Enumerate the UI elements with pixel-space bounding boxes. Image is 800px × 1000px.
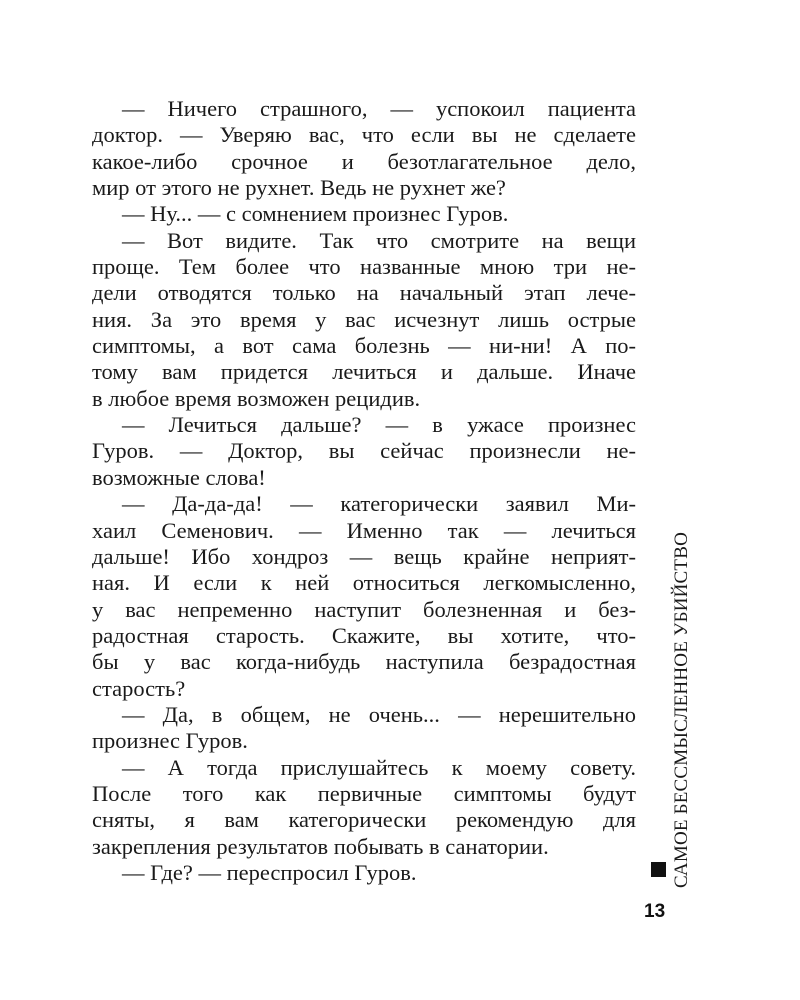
text-line: у вас непременно наступит болезненная и без- [92, 596, 636, 622]
text-line: какое-либо срочное и безотлагательное дело, [92, 148, 636, 174]
text-line: возможные слова! [92, 464, 266, 490]
text-line: После того как первичные симптомы будут [92, 780, 636, 806]
text-line: — Да-да-да! — категорически заявил Ми- [122, 491, 636, 517]
text-line: старость? [92, 675, 186, 701]
text-line: произнес Гуров. [92, 728, 248, 754]
text-line: мир от этого не рухнет. Ведь не рухнет же? [92, 175, 506, 201]
text-line: сняты, я вам категорически рекомендую для [92, 807, 636, 833]
text-line: — А тогда прислушайтесь к моему совету. [122, 754, 636, 780]
text-line: дели отводятся только на начальный этап лече- [92, 280, 636, 306]
text-line: хаил Семенович. — Именно так — лечиться [92, 517, 636, 543]
text-line: доктор. — Уверяю вас, что если вы не сделаете [92, 122, 636, 148]
text-line: радостная старость. Скажите, вы хотите, что- [92, 622, 636, 648]
text-line: — Лечиться дальше? — в ужасе произнес [122, 412, 636, 438]
text-line: проще. Тем более что названные мною три не- [92, 254, 636, 280]
text-line: Гуров. — Доктор, вы сейчас произнесли не- [92, 438, 636, 464]
text-line: — Вот видите. Так что смотрите на вещи [122, 227, 636, 253]
running-head-marker [651, 862, 666, 877]
text-line: — Да, в общем, не очень... — нерешительно [122, 701, 636, 727]
text-line: ная. И если к ней относиться легкомысленно, [92, 570, 636, 596]
text-line: дальше! Ибо хондроз — вещь крайне неприят- [92, 543, 636, 569]
text-line: в любое время возможен рецидив. [92, 385, 421, 411]
text-line: бы у вас когда-нибудь наступила безрадостная [92, 649, 636, 675]
text-line: тому вам придется лечиться и дальше. Иначе [92, 359, 636, 385]
body-text [92, 96, 636, 886]
text-line: закрепления результатов побывать в санатории. [92, 833, 549, 859]
text-line: — Где? — переспросил Гуров. [122, 859, 417, 885]
text-line: симптомы, а вот сама болезнь — ни-ни! А по- [92, 333, 636, 359]
text-line: — Ничего страшного, — успокоил пациента [122, 96, 636, 121]
text-line: ния. За это время у вас исчезнут лишь острые [92, 306, 636, 332]
text-line: — Ну... — с сомнением произнес Гуров. [122, 201, 509, 227]
page-number: 13 [644, 901, 666, 922]
running-head: САМОЕ БЕССМЫСЛЕННОЕ УБИЙСТВО [671, 531, 692, 888]
